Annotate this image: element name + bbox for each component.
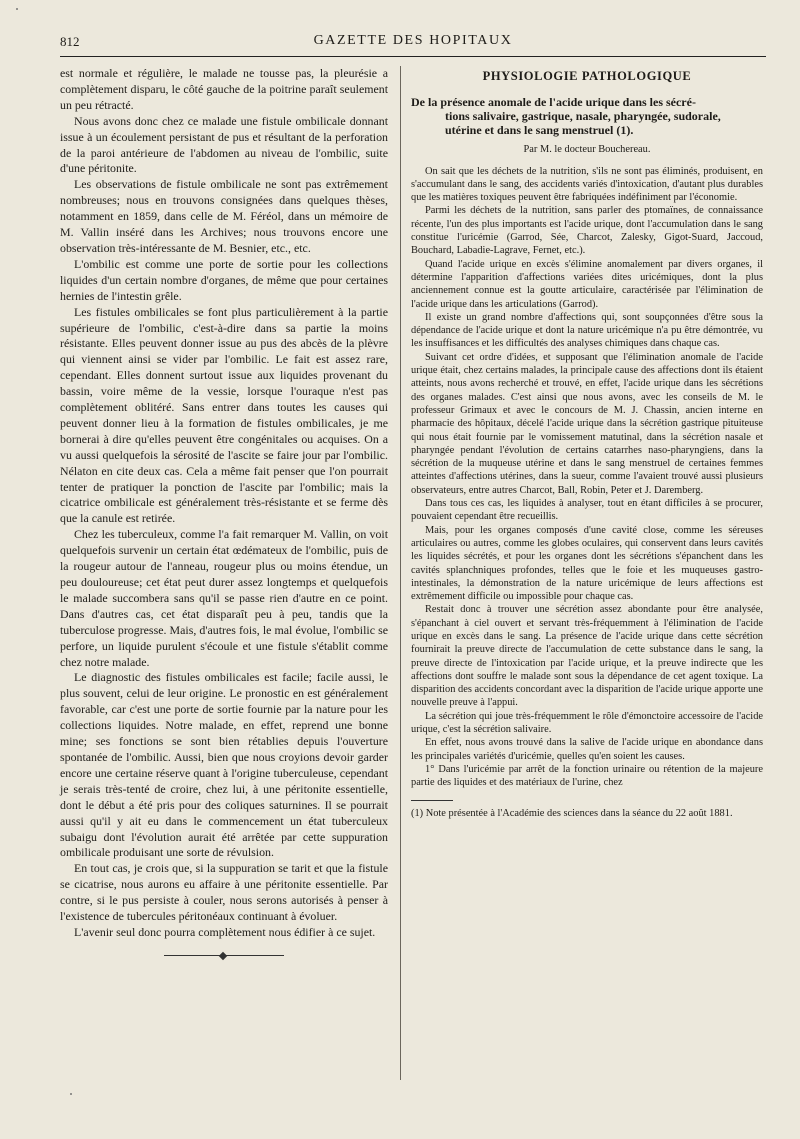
right-column bbox=[411, 66, 763, 820]
paragraph: Les fistules ombilicales se font plus particulièrement à la partie supérieure de l'ombilic, c'est-à-dire dans sa partie la moins résistante. Elles peuvent donner issue au pus des abcès de la plèvre qui viennent ainsi se vider par l'ombilic. Le fait est assez rare, cependant. Elles donnent surtout issue aux liquides provenant du bassin, voire même de la vessie, lorsque l'ouraque n'est pas complètement oblitéré. Sans entrer dans toutes les causes qui peuvent donner lieu à la formation de fistules ombilicales, je me bornerai à dire qu'elles peuvent être congénitales ou acquises. On a vu aussi quelquefois la sérosité de l'ascite se faire jour par l'ombilic. Nélaton en cite deux cas. Cela a même fait penser que l'on pourrait tenter de pratiquer la ponction de l'ascite par l'ombilic; mais la cicatrice ombilicale est généralement très-résistante et se ferme dès que la canule est retirée. bbox=[60, 304, 388, 526]
section-title: PHYSIOLOGIE PATHOLOGIQUE bbox=[482, 69, 692, 83]
paragraph: est normale et régulière, le malade ne tousse pas, la pleurésie a complètement disparu, le côté gauche de la poitrine paraît seulement un peu rétracté. bbox=[60, 66, 388, 112]
paragraph: L'avenir seul donc pourra complètement nous édifier à ce sujet. bbox=[74, 924, 376, 939]
paragraph: Parmi les déchets de la nutrition, sans parler des ptomaïnes, de connaissance récente, l'un des plus importants est l'acide urique, dont l'accumulation dans le sang constitue l'uricémie (Garrod, Sée, Charcot, Zalesky, Gigot-Suard, Jaccoud, Bouchard, Labadie-Lagrave, Fernet, etc.). bbox=[411, 205, 763, 257]
print-speck bbox=[70, 1093, 72, 1095]
column-divider bbox=[400, 66, 401, 1080]
paragraph: En tout cas, je crois que, si la suppuration se tarit et que la fistule se cicatrise, nous aurons eu affaire à une péritonite essentielle. Par contre, si le pus persiste à couler, nous serons autorisés à penser à l'existence de tubercules péritonéaux continuant à évoluer. bbox=[60, 861, 388, 924]
left-column bbox=[60, 66, 388, 956]
footnote-rule bbox=[411, 800, 453, 801]
paragraph: Mais, pour les organes composés d'une cavité close, comme les séreuses articulaires ou autres, comme les globes oculaires, qui conservent dans leurs cavités les liquides sécrétés, et pour les organes dont les sécrétions s'épanchent dans les cavités splanchniques profondes, telles que le foie et les muqueuses gastro-intestinales, la démonstration de la nature uricémique de leurs affections est extrêmement difficile ou impossible pour chaque cas. bbox=[411, 524, 763, 603]
paragraph: Le diagnostic des fistules ombilicales est facile; facile aussi, le plus souvent, celui de leur origine. Le pronostic en est généralement favorable, car c'est une porte de sortie fournie par la nature pour les collections liquides. Notre malade, en effet, reprend une bonne mine; ses fonctions se sont bien rétablies depuis l'ouverture spontanée de l'ombilic. Aussi, bien que nous croyions devoir garder encore une certaine réserve quant à l'origine tuberculeuse, cependant je serais très-tenté de croire, chez lui, à une péritonite essentielle, dont le début a été pris pour des coliques saturnines. Il se pourrait aussi qu'il y ait eu dans le commencement un état tuberculeux subaigu dont l'évolution aurait été arrêtée par cette suppuration ombilicale produisant une sorte de révulsion. bbox=[60, 670, 388, 860]
paragraph: Les observations de fistule ombilicale ne sont pas extrêmement nombreuses; nous en trouvons consignées dans quelques thèses, notamment en 1859, dans celle de M. Féréol, dans un mémoire de M. Vallin inséré dans les Archives; nous trouvons encore une observation très-intéressante de M. Besnier, etc., etc. bbox=[60, 177, 388, 255]
print-speck bbox=[16, 8, 18, 10]
article-title-line: utérine et dans le sang menstruel (1). bbox=[445, 123, 634, 138]
paragraph: Chez les tuberculeux, comme l'a fait remarquer M. Vallin, on voit quelquefois survenir un certain état œdémateux de l'ombilic, puis de la rougeur autour de l'anneau, rougeur plus ou moins étendue, un peu douloureuse; cet état peut durer assez longtemps et quelquefois le malade succombera sans qu'il se passe rien d'autre en ce point. Dans d'autres cas, cet état disparaît peu à peu, tandis que la tuberculose progresse. Mais, d'autres fois, le mal évolue, l'ombilic se perfore, un liquide purulent s'écoule et une fistule s'établit comme chez notre malade. bbox=[60, 527, 388, 669]
running-title: GAZETTE DES HOPITAUX bbox=[313, 33, 513, 48]
paragraph: Dans tous ces cas, les liquides à analyser, tout en étant difficiles à se procurer, pouvaient cependant être recueillis. bbox=[411, 498, 763, 523]
footnote: (1) Note présentée à l'Académie des sciences dans la séance du 22 août 1881. bbox=[411, 807, 733, 819]
section-separator bbox=[164, 955, 284, 956]
paragraph: La sécrétion qui joue très-fréquemment le rôle d'émonctoire accessoire de l'acide urique, c'est la sécrétion salivaire. bbox=[411, 710, 763, 736]
paragraph: En effet, nous avons trouvé dans la salive de l'acide urique en abondance dans les principales variétés d'uricémie, quelles qu'en soient les causes. bbox=[411, 737, 763, 762]
paragraph: 1° Dans l'uricémie par arrêt de la fonction urinaire ou rétention de la majeure partie des liquides et des matériaux de l'urine, chez bbox=[411, 763, 763, 789]
page-header bbox=[60, 32, 766, 57]
paragraph: On sait que les déchets de la nutrition, s'ils ne sont pas éliminés, produisent, en s'accumulant dans le sang, des accidents variés d'intoxication, d'autant plus durables que les matières toxiques peuvent être fabriquées indéfiniment par l'économie. bbox=[411, 165, 763, 204]
author-line: Par M. le docteur Bouchereau. bbox=[523, 144, 651, 156]
paragraph: L'ombilic est comme une porte de sortie pour les collections liquides d'un certain nombre d'organes, de même que pour certaines hernies de l'intestin grêle. bbox=[60, 256, 388, 303]
article-title-line: De la présence anomale de l'acide urique dans les sécré- bbox=[411, 95, 696, 110]
paragraph: Suivant cet ordre d'idées, et supposant que l'élimination anomale de l'acide urique était, chez certains malades, la principale cause des affections dont ils étaient atteints, nous avons recherché et trouvé, en effet, l'acide urique dans les sécrétions des organes malades. C'est ainsi que nous avons, avec les conseils de M. le professeur Grimaux et avec le concours de M. J. Chassin, ancien interne en pharmacie des hôpitaux, décelé l'acide urique dans la sécrétion gastrique pituiteuse qui nous était fournie par le vomissement matutinal, dans la sécrétion nasale et pharyngée pendant l'évolution de certains catarrhes naso-pharyngiens, dans la sécrétion de la muqueuse utérine et dans le sang menstruel de certaines femmes atteintes d'affections utérines, dans la sueur, comme l'avaient trouvé aussi plusieurs observateurs, entre autres Charcot, Ball, Robin, Peter et J. Daremberg. bbox=[411, 351, 763, 496]
article-title-line: tions salivaire, gastrique, nasale, pharyngée, sudorale, bbox=[445, 109, 721, 124]
page-number: 812 bbox=[60, 34, 80, 49]
paragraph: Nous avons donc chez ce malade une fistule ombilicale donnant issue à un écoulement persistant de pus et résultant de la perforation de la paroi antérieure de l'abdomen au niveau de l'ombilic, suite d'une péritonite. bbox=[60, 113, 388, 176]
paragraph: Il existe un grand nombre d'affections qui, sont soupçonnées d'être sous la dépendance de l'acide urique et dont la nature uricémique n'a pu être démontrée, vu les insuffisances et les difficultés des analyses chimiques dans chaque cas. bbox=[411, 311, 763, 350]
paragraph: Restait donc à trouver une sécrétion assez abondante pour être analysée, s'épanchant à ciel ouvert et servant très-fréquemment à l'élimination de l'acide urique en excès dans le sang. La présence de l'acide urique dans cette sécrétion fournirait la preuve directe de l'accumulation de cette substance dans le sang, la preuve directe de l'intoxication par l'acide urique, et la preuve indirecte que les affections dont souffre le malade sont sous la dépendance de cet agent toxique. La disparition des accidents concordant avec la disparition de l'acide urique apporte une nouvelle preuve à l'appui. bbox=[411, 604, 763, 709]
article-title bbox=[411, 95, 763, 137]
paragraph: Quand l'acide urique en excès s'élimine anomalement par divers organes, il détermine l'apparition d'affections variées dites uricémiques, dont la plus anciennement connue est la goutte articulaire, caractérisée par l'élimination de l'acide urique dans les articulations (Garrod). bbox=[411, 258, 763, 310]
